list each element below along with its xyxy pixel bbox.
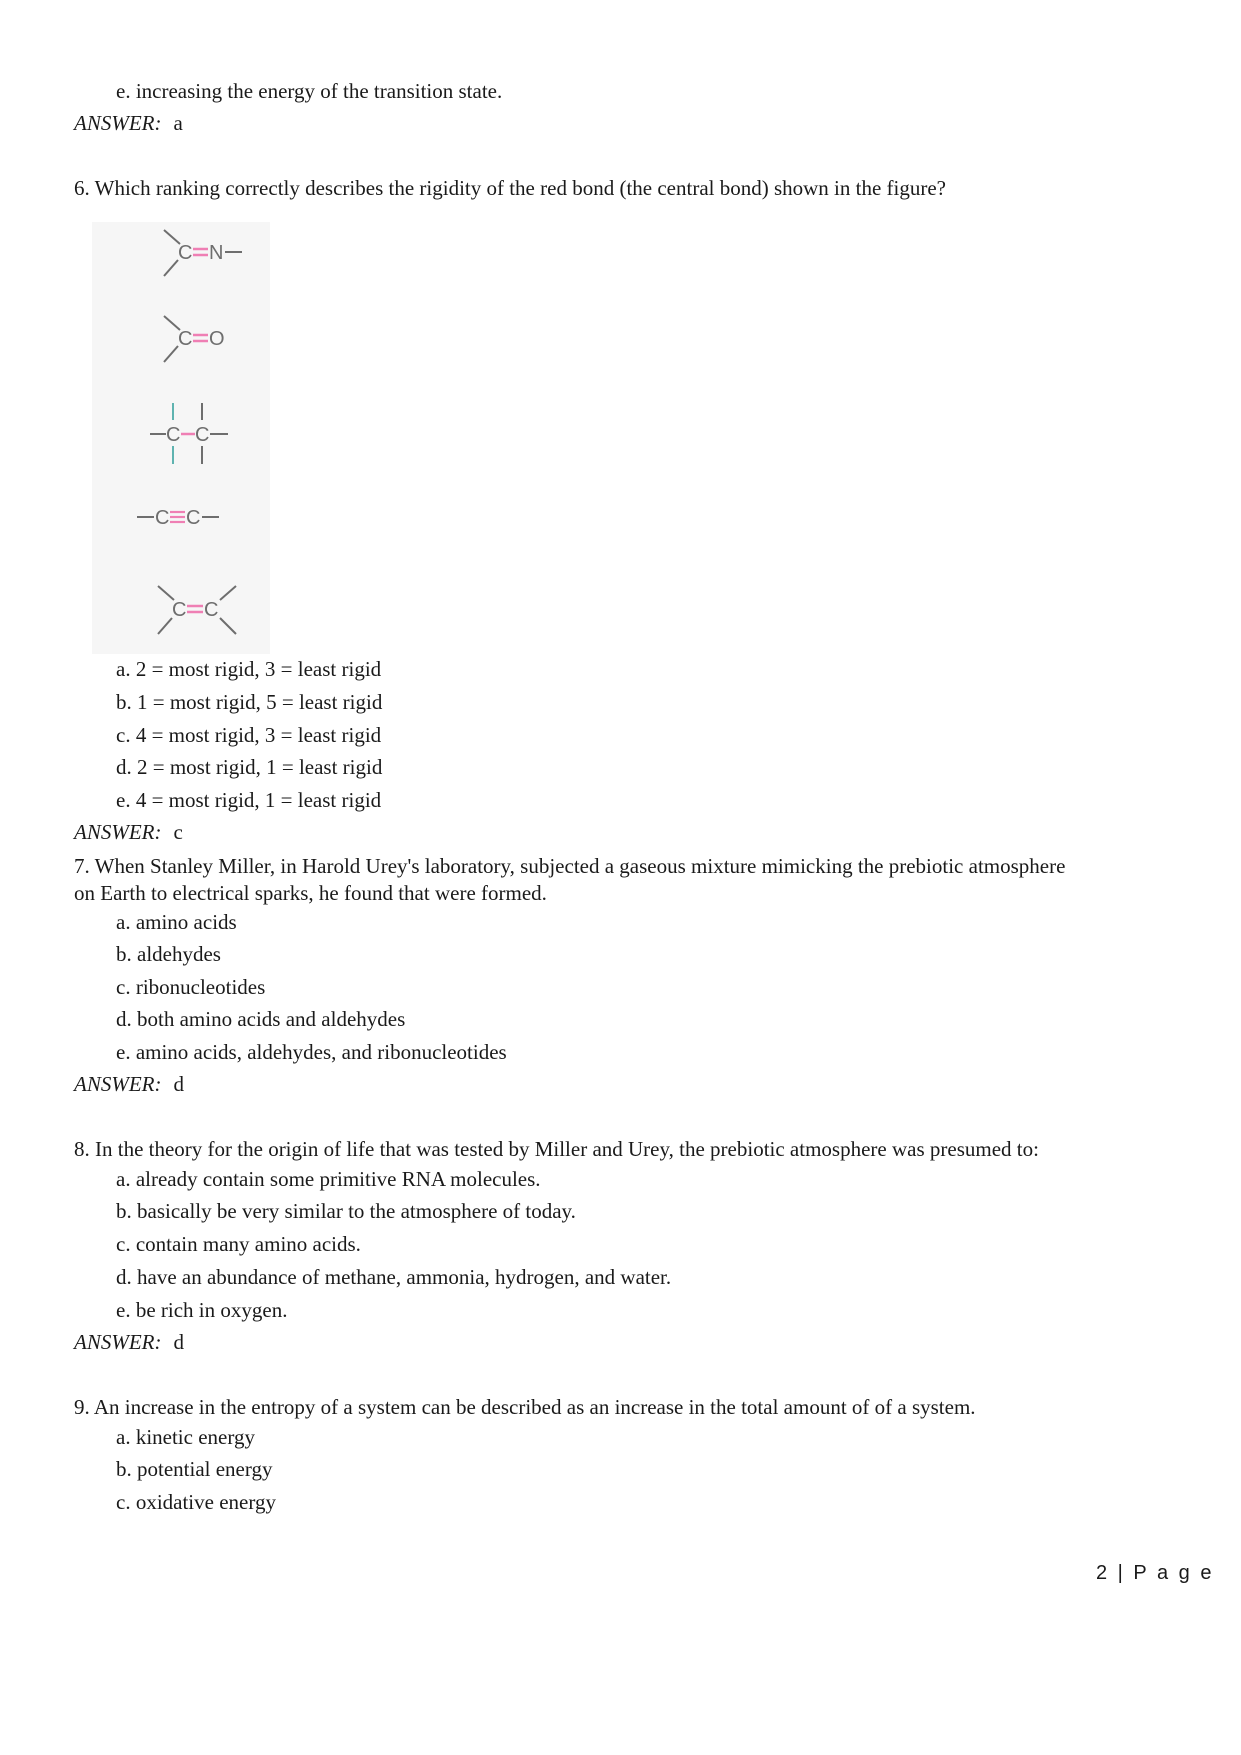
- q9-option-a: a. kinetic energy: [116, 1425, 255, 1449]
- q7-question-line1: 7. When Stanley Miller, in Harold Urey's laboratory, subjected a gaseous mixture mimicking the prebiotic atmosphere: [74, 854, 1066, 878]
- structure-5-upper-left-bond: [158, 586, 174, 600]
- q7-option-a: a. amino acids: [116, 910, 237, 934]
- structure-1-nitrogen: N: [209, 242, 224, 264]
- q8-answer: [74, 1329, 184, 1355]
- structure-4-carbon-2: C: [186, 507, 201, 529]
- structure-5-lower-left-bond: [158, 618, 172, 634]
- q6-option-c: c. 4 = most rigid, 3 = least rigid: [116, 723, 382, 747]
- q9-option-c: c. oxidative energy: [116, 1490, 276, 1514]
- answer-value: d: [173, 1072, 184, 1096]
- structure-2-lower-bond: [164, 346, 178, 362]
- q9-question: 9. An increase in the entropy of a system can be described as an increase in the total amount of of a system.: [74, 1395, 976, 1419]
- structure-1-carbon: C: [178, 242, 193, 264]
- structure-1-lower-bond: [164, 260, 178, 276]
- structure-5-lower-right-bond: [220, 618, 236, 634]
- structure-5: [158, 586, 236, 634]
- structure-3: [150, 403, 228, 464]
- structure-3-carbon-2: C: [195, 424, 210, 446]
- q7-option-e: e. amino acids, aldehydes, and ribonucleotides: [116, 1040, 507, 1064]
- q7-option-b: b. aldehydes: [116, 942, 221, 966]
- answer-label: ANSWER:: [74, 1072, 162, 1096]
- q5-answer: [74, 110, 183, 136]
- structure-2-oxygen: O: [209, 328, 225, 350]
- page-number-footer: 2 | P a g e: [1096, 1562, 1214, 1584]
- structure-5-upper-right-bond: [220, 586, 236, 600]
- answer-label: ANSWER:: [74, 1330, 162, 1354]
- q8-option-e: e. be rich in oxygen.: [116, 1298, 288, 1322]
- structure-3-carbon-1: C: [166, 424, 181, 446]
- answer-value: d: [173, 1330, 184, 1354]
- structure-5-carbon-1: C: [172, 599, 187, 621]
- answer-label: ANSWER:: [74, 111, 162, 135]
- q6-option-a: a. 2 = most rigid, 3 = least rigid: [116, 657, 382, 681]
- q9-option-b: b. potential energy: [116, 1457, 273, 1481]
- q8-option-d: d. have an abundance of methane, ammonia, hydrogen, and water.: [116, 1265, 672, 1289]
- answer-label: ANSWER:: [74, 820, 162, 844]
- q7-option-d: d. both amino acids and aldehydes: [116, 1007, 406, 1031]
- structure-4: [137, 507, 219, 529]
- q6-option-e: e. 4 = most rigid, 1 = least rigid: [116, 788, 382, 812]
- q7-option-c: c. ribonucleotides: [116, 975, 266, 999]
- q6-option-b: b. 1 = most rigid, 5 = least rigid: [116, 690, 383, 714]
- q8-question: 8. In the theory for the origin of life that was tested by Miller and Urey, the prebiotic atmosphere was presumed to:: [74, 1137, 1039, 1161]
- structure-5-carbon-2: C: [204, 599, 219, 621]
- structure-4-carbon-1: C: [155, 507, 170, 529]
- q6-question: 6. Which ranking correctly describes the rigidity of the red bond (the central bond) shown in the figure?: [74, 176, 947, 200]
- q8-option-a: a. already contain some primitive RNA molecules.: [116, 1167, 541, 1191]
- q6-option-d: d. 2 = most rigid, 1 = least rigid: [116, 755, 383, 779]
- answer-value: a: [173, 111, 183, 135]
- q5-option-e: e. increasing the energy of the transition state.: [116, 79, 503, 103]
- q6-answer: [74, 819, 183, 845]
- q7-answer: [74, 1071, 184, 1097]
- bond-rigidity-figure: [92, 222, 270, 654]
- bond-structures-svg: [92, 222, 270, 654]
- structure-2-carbon: C: [178, 328, 193, 350]
- answer-value: c: [173, 820, 183, 844]
- q8-option-b: b. basically be very similar to the atmosphere of today.: [116, 1199, 576, 1223]
- structure-2: [164, 316, 225, 362]
- q8-option-c: c. contain many amino acids.: [116, 1232, 361, 1256]
- q7-question-line2: on Earth to electrical sparks, he found that were formed.: [74, 881, 547, 905]
- structure-1: [164, 230, 242, 276]
